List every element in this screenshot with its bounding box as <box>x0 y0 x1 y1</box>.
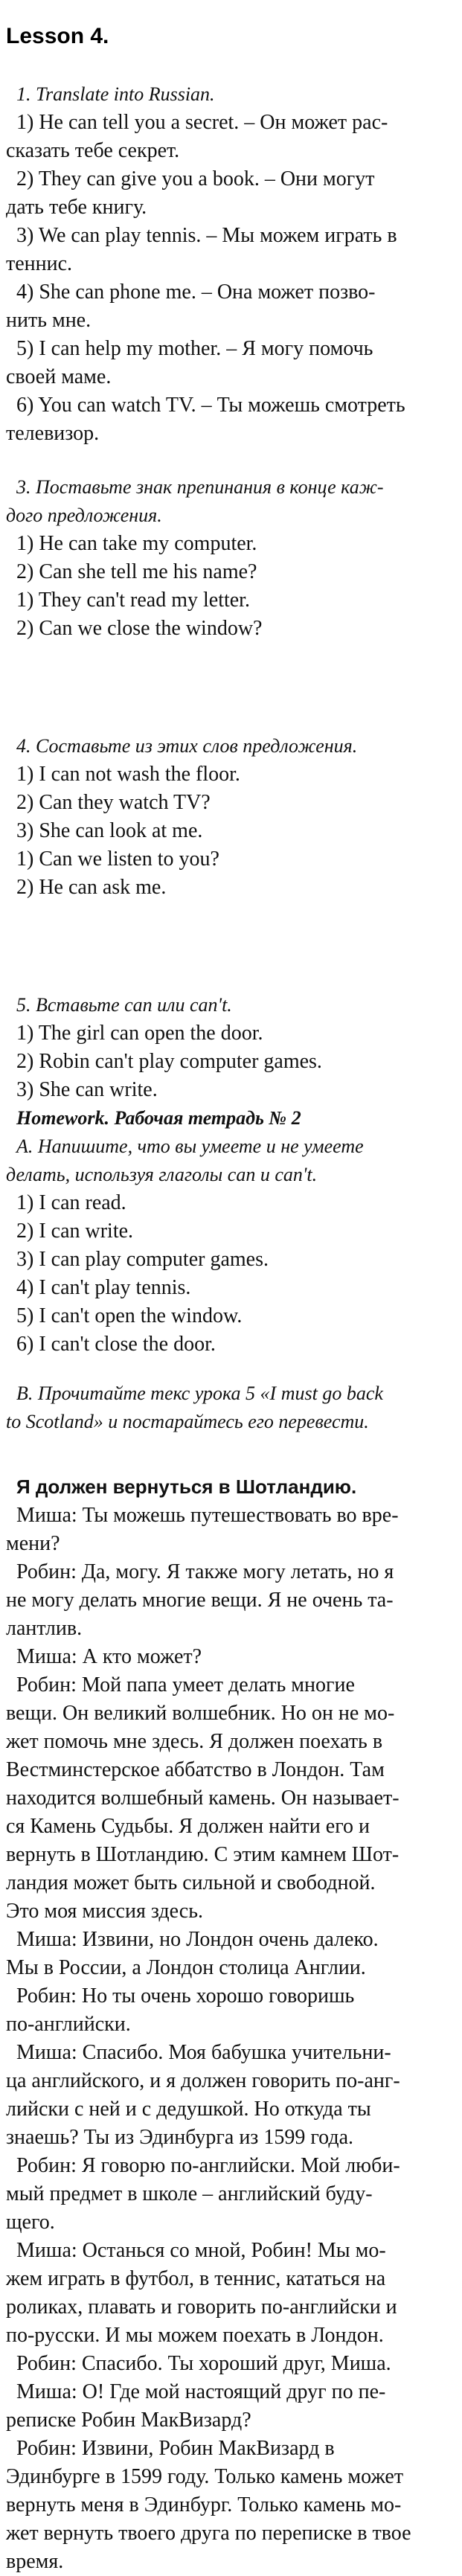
exercise-1-line: 3) We can play tennis. – Мы можем играть в <box>16 224 397 247</box>
homework-a-heading-cont: делать, используя глаголы can и can't. <box>6 1164 318 1185</box>
story-line: лийски с ней и с дедушкой. Но откуда ты <box>6 2098 371 2121</box>
story-line: находится волшебный камень. Он называет- <box>6 1787 400 1810</box>
exercise-5-line: 3) She can write. <box>16 1078 158 1101</box>
story-line: реписке Робин МакВизард? <box>6 2409 251 2432</box>
story-line: Робин: Я говорю по-английски. Мой люби- <box>16 2154 400 2177</box>
exercise-5-line: 2) Robin can't play computer games. <box>16 1050 322 1073</box>
story-line: по-английски. <box>6 2013 131 2036</box>
story-line: знаешь? Ты из Эдинбурга из 1599 года. <box>6 2126 354 2149</box>
exercise-1-line: дать тебе книгу. <box>6 196 147 219</box>
homework-b-heading-cont: to Scotland» и постарайтесь его перевести. <box>6 1411 369 1432</box>
homework-b-heading: B. Прочитайте текс урока 5 «I must go back <box>16 1382 383 1404</box>
exercise-1 <box>6 80 456 448</box>
exercise-4-line: 1) I can not wash the floor. <box>16 763 240 786</box>
story-line: вернуть меня в Эдинбург. Только камень мо- <box>6 2493 402 2516</box>
exercise-4-line: 3) She can look at me. <box>16 819 203 842</box>
exercise-1-line: 1) He can tell you a secret. – Он может рас- <box>16 111 388 134</box>
story-line: не могу делать многие вещи. Я не очень та- <box>6 1589 394 1612</box>
exercise-5-heading: 5. Вставьте can или can't. <box>16 994 232 1016</box>
homework-a-line: 6) I can't close the door. <box>16 1333 216 1356</box>
story-line: Миша: Извини, но Лондон очень далеко. <box>16 1928 379 1951</box>
story-line: Робин: Но ты очень хорошо говоришь <box>16 1984 355 2008</box>
exercise-1-line: телевизор. <box>6 422 100 445</box>
lesson-title: Lesson 4. <box>6 24 109 48</box>
homework-title: Homework. Рабочая тетрадь № 2 <box>16 1107 301 1129</box>
exercise-4 <box>6 732 456 902</box>
exercise-5 <box>6 991 456 1104</box>
story-line: ландия может быть сильной и свободной. <box>6 1871 376 1894</box>
story-line: вернуть в Шотландию. С этим камнем Шот- <box>6 1843 400 1866</box>
story-line: роликах, плавать и говорить по-английски и <box>6 2295 397 2319</box>
story-line: время. <box>6 2550 64 2573</box>
homework-a-line: 4) I can't play tennis. <box>16 1276 191 1299</box>
story-line: Робин: Извини, Робин МакВизард в <box>16 2437 335 2460</box>
story-line: лантлив. <box>6 1617 83 1640</box>
exercise-3-line: 2) Can she tell me his name? <box>16 560 257 583</box>
homework-a-line: 3) I can play computer games. <box>16 1248 269 1271</box>
exercise-3-line: 2) Can we close the window? <box>16 617 263 640</box>
story-line: Миша: Останься со мной, Робин! Мы мо- <box>16 2239 386 2262</box>
story-line: по-русски. И мы можем поехать в Лондон. <box>6 2324 384 2347</box>
exercise-1-line: 2) They can give you a book. – Они могут <box>16 167 375 190</box>
exercise-1-line: теннис. <box>6 252 73 275</box>
story-line: Это моя миссия здесь. <box>6 1900 203 1923</box>
exercise-4-line: 2) Can they watch TV? <box>16 791 211 814</box>
story-line: ца английского, и я должен говорить по-анг- <box>6 2069 400 2092</box>
story-line: мени? <box>6 1532 60 1555</box>
story-line: Миша: Ты можешь путешествовать во вре- <box>16 1504 399 1527</box>
story-line: Миша: А кто может? <box>16 1645 202 1668</box>
story <box>6 1472 456 2576</box>
story-line: Эдинбурге в 1599 году. Только камень может <box>6 2465 404 2488</box>
exercise-3-heading-cont: дого предложения. <box>6 504 162 526</box>
story-line: Миша: О! Где мой настоящий друг по пе- <box>16 2380 386 2403</box>
exercise-3-heading: 3. Поставьте знак препинания в конце каж- <box>16 476 384 498</box>
exercise-1-line: 4) She can phone me. – Она может позво- <box>16 281 376 304</box>
story-title: Я должен вернуться в Шотландию. <box>16 1476 357 1498</box>
homework-a-heading: А. Напишите, что вы умеете и не умеете <box>16 1135 364 1157</box>
story-line: жем играть в футбол, в теннис, кататься на <box>6 2267 386 2290</box>
exercise-1-line: нить мне. <box>6 309 92 332</box>
homework-a-line: 5) I can't open the window. <box>16 1304 243 1327</box>
exercise-4-line: 2) He can ask me. <box>16 876 167 899</box>
story-line: Робин: Спасибо. Ты хороший друг, Миша. <box>16 2352 391 2375</box>
story-line: Робин: Мой папа умеет делать многие <box>16 1673 355 1696</box>
exercise-1-line: своей маме. <box>6 365 112 388</box>
exercise-3-line: 1) He can take my computer. <box>16 532 257 555</box>
story-line: жет вернуть твоего друга по переписке в твое <box>6 2522 411 2545</box>
exercise-1-heading: 1. Translate into Russian. <box>16 83 215 105</box>
story-line: жет помочь мне здесь. Я должен поехать в <box>6 1730 383 1753</box>
story-line: ся Камень Судьбы. Я должен найти его и <box>6 1815 370 1838</box>
exercise-3 <box>6 473 456 643</box>
story-line: Миша: Спасибо. Моя бабушка учительни- <box>16 2041 391 2064</box>
story-line: щего. <box>6 2211 55 2234</box>
story-line: мый предмет в школе – английский буду- <box>6 2182 373 2205</box>
homework-a-line: 1) I can read. <box>16 1191 126 1214</box>
exercise-1-line: сказать тебе секрет. <box>6 139 180 162</box>
homework-a-line: 2) I can write. <box>16 1220 134 1243</box>
exercise-5-line: 1) The girl can open the door. <box>16 1022 263 1045</box>
exercise-4-line: 1) Can we listen to you? <box>16 848 219 871</box>
exercise-4-heading: 4. Составьте из этих слов предложения. <box>16 735 358 757</box>
story-line: Вестминстерское аббатство в Лондон. Там <box>6 1758 385 1781</box>
story-line: вещи. Он великий волшебник. Но он не мо- <box>6 1702 395 1725</box>
story-line: Мы в России, а Лондон столица Англии. <box>6 1956 366 1979</box>
homework <box>6 1104 456 1436</box>
story-line: Робин: Да, могу. Я также могу летать, но я <box>16 1560 394 1583</box>
exercise-1-line: 5) I can help my mother. – Я могу помочь <box>16 337 373 360</box>
exercise-1-line: 6) You can watch TV. – Ты можешь смотреть <box>16 394 405 417</box>
exercise-3-line: 1) They can't read my letter. <box>16 589 250 612</box>
